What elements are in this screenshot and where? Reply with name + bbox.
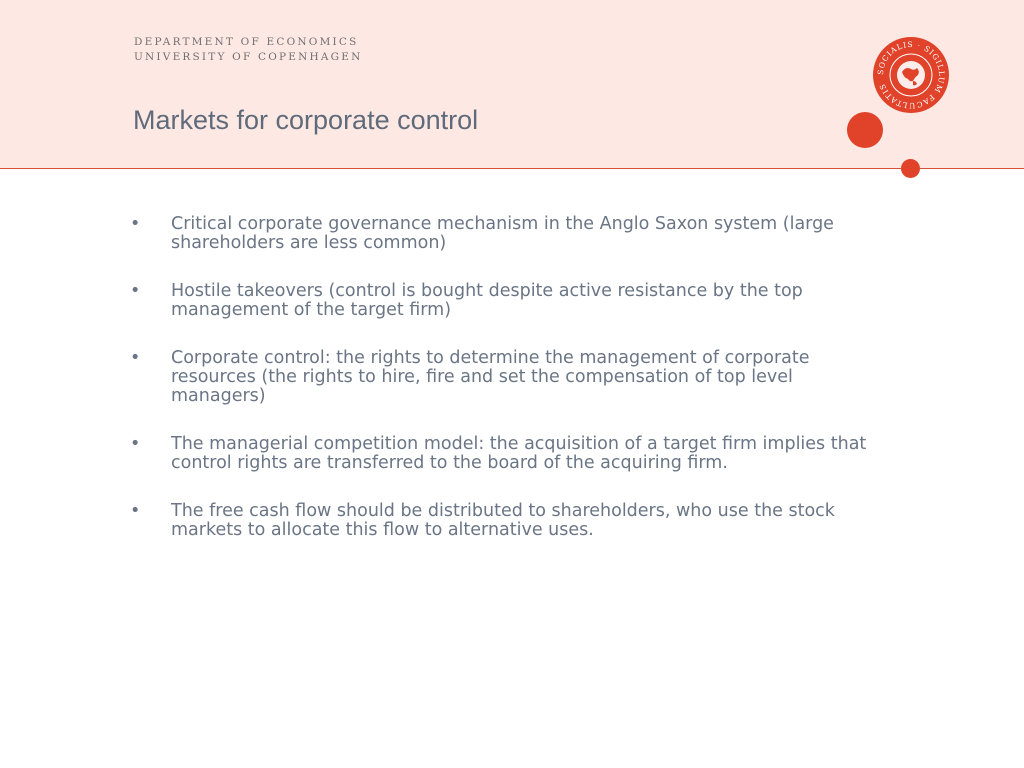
bullet-item <box>130 435 870 473</box>
decorative-dot-large <box>847 112 883 148</box>
bullet-text: The free cash flow should be distributed to shareholders, who use the stock markets to allocate this flow to alternative uses. <box>171 501 835 540</box>
department-name: DEPARTMENT OF ECONOMICS <box>134 36 359 48</box>
bullet-list <box>130 215 870 569</box>
decorative-dot-small <box>901 159 920 178</box>
bullet-item <box>130 349 870 406</box>
bullet-text: Hostile takeovers (control is bought despite active resistance by the top management of the target firm) <box>171 281 803 320</box>
bullet-marker: • <box>130 434 141 454</box>
header-band <box>0 0 1024 169</box>
bullet-text: Corporate control: the rights to determine the management of corporate resources (the rights to hire, fire and set the compensation of top level managers) <box>171 348 810 406</box>
bullet-text: The managerial competition model: the acquisition of a target firm implies that control rights are transferred to the board of the acquiring firm. <box>171 434 867 473</box>
bullet-text: Critical corporate governance mechanism in the Anglo Saxon system (large shareholders are less common) <box>171 214 834 253</box>
university-seal-icon <box>872 36 950 114</box>
slide-title: Markets for corporate control <box>133 105 479 135</box>
seal-lettering: SOCIALIS · SIGILLUM FACULTATIS <box>875 39 947 111</box>
bullet-marker: • <box>130 348 141 368</box>
bullet-item <box>130 502 870 540</box>
bullet-marker: • <box>130 281 141 301</box>
bullet-item <box>130 215 870 253</box>
university-name: UNIVERSITY OF COPENHAGEN <box>134 51 363 63</box>
bullet-marker: • <box>130 501 141 521</box>
bullet-item <box>130 282 870 320</box>
bullet-marker: • <box>130 214 141 234</box>
